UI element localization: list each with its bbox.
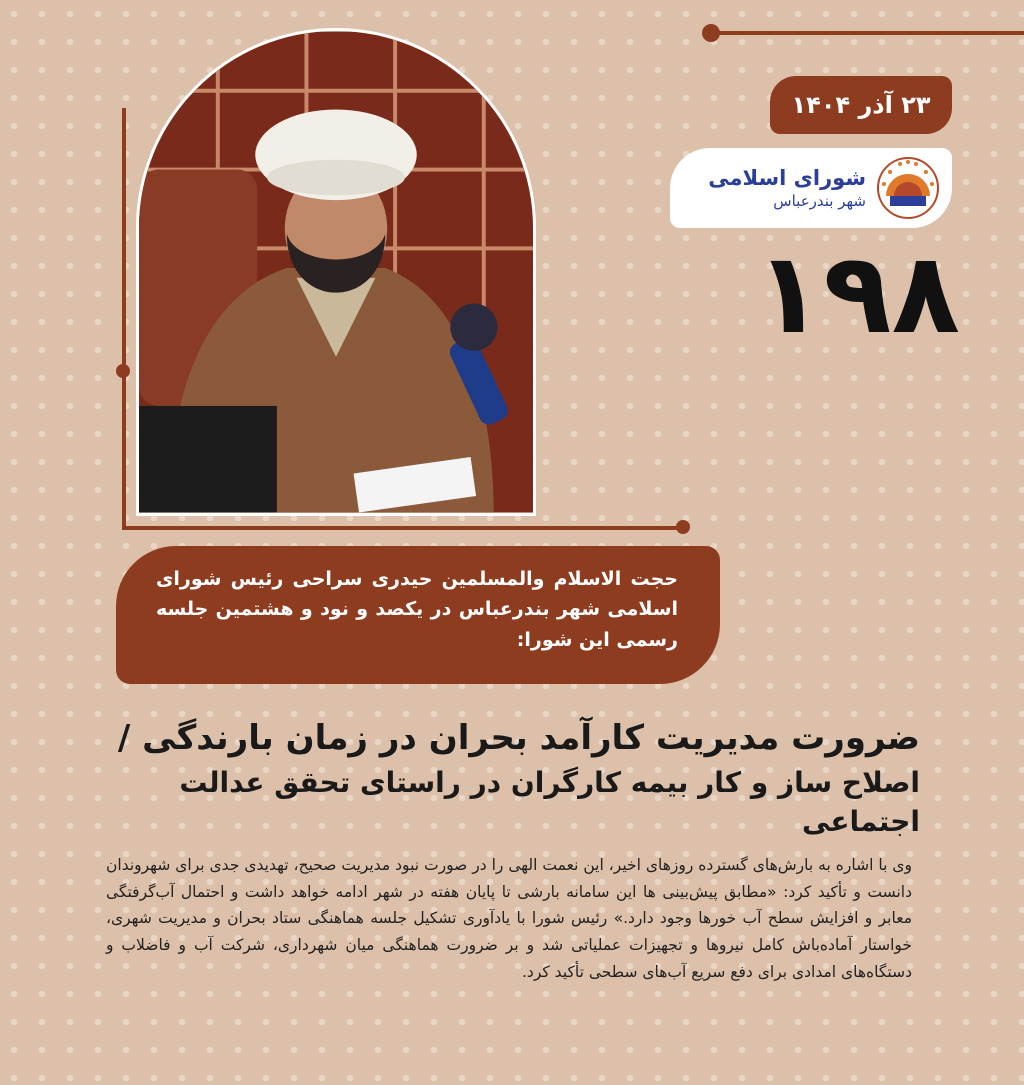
speaker-intro: حجت الاسلام والمسلمین حیدری سراحی رئیس شورای اسلامی شهر بندرعباس در یکصد و نود و هشتمین جلسه رسمی این شورا: <box>116 546 720 684</box>
body-paragraph: وی با اشاره به بارش‌های گسترده روزهای اخیر، این نعمت الهی را در صورت نبود مدیریت صحیح، تهدیدی جدی برای شهروندان دانست و تأکید کرد: «مطابق پیش‌بینی ها این سامانه بارشی تا پایان هفته در شهر ادامه خواهد داشت و احتمال آب‌گرفتگی معابر و افزایش سطح آب خورها وجود دارد.» رئیس شورا با یادآوری تشکیل جلسه هماهنگی ستاد بحران و مدیریت شهری، خواستار آماده‌باش کامل نیروها و تجهیزات عملیاتی شد و بر ضرورت هماهنگی میان شهرداری، شرکت آب و فاضلاب و دستگاه‌های امدادی برای دفع سریع آب‌های سطحی تأکید کرد. <box>106 856 912 981</box>
city-council-emblem-icon <box>876 156 940 220</box>
council-logo-card <box>670 148 952 228</box>
speaker-photo-illustration <box>139 31 533 513</box>
session-number: ۱۹۸ <box>754 229 960 359</box>
council-city: شهر بندرعباس <box>773 191 866 210</box>
headline-line-1: ضرورت مدیریت کارآمد بحران در زمان بارندگی / <box>117 718 920 758</box>
photo-frame-dot <box>676 520 690 534</box>
photo-frame-vertical <box>122 108 126 530</box>
date-badge: ۲۳ آذر ۱۴۰۴ <box>770 76 952 134</box>
top-decor-dot <box>702 24 720 42</box>
council-text <box>708 166 866 209</box>
headline-line-2: اصلاح ساز و کار بیمه کارگران در راستای تحقق عدالت اجتماعی <box>179 766 920 839</box>
photo-frame-horizontal <box>122 526 682 530</box>
top-decor-line <box>712 31 1024 35</box>
headline <box>100 714 920 842</box>
photo-frame-dot <box>116 364 130 378</box>
speaker-photo <box>136 28 536 516</box>
council-name: شورای اسلامی <box>708 166 866 191</box>
